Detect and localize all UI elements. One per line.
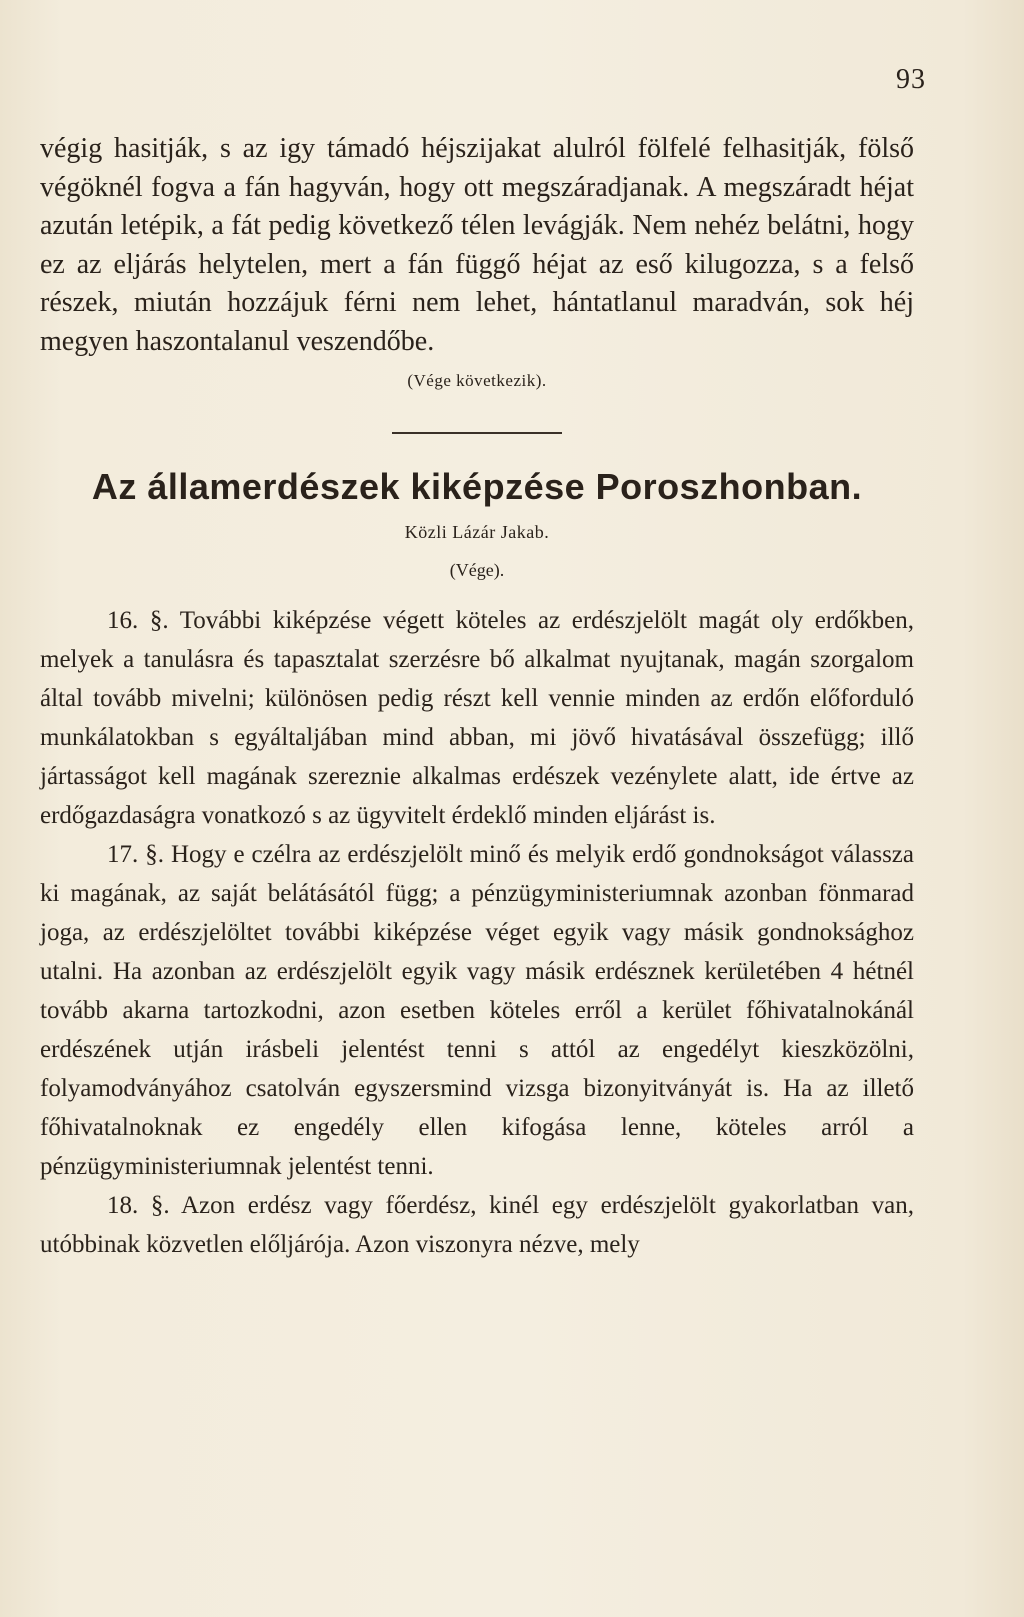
section-paragraph-17: 17. §. Hogy e czélra az erdészjelölt minő és melyik erdő gondnokságot válassza ki magának, az saját belátásától függ; a pénzügyministeriumnak azonban fönmarad joga, az erdészjelöltet további kiképzése véget egyik vagy másik gondnoksághoz utalni. Ha azonban az erdészjelölt egyik vagy másik erdésznek kerületében 4 hétnél tovább akarna tartozkodni, azon esetben köteles erről a kerület főhivatalnokánál erdészének utján irásbeli jelentést tenni s attól az engedélyt kieszközölni, folyamodványához csatolván egyszersmind vizsga bizonyitványát is. Ha az illető főhivatalnoknak ez engedély ellen kifogása lenne, köteles arról a pénzügyministeriumnak jelentést tenni. <box>40 841 914 1180</box>
continuation-note: (Vége következik). <box>407 371 547 390</box>
part-note: (Vége). <box>449 560 505 580</box>
article-title: Az államerdészek kiképzése Poroszhonban. <box>91 466 863 507</box>
intro-paragraph: végig hasitják, s az igy támadó héjszijakat alulról fölfelé felhasitják, fölső végöknél fogva a fán hagyván, hogy ott megszáradjanak. A megszáradt héjat azután letépik, a fát pedig következő télen levágják. Nem nehéz belátni, hogy ez az eljárás helytelen, mert a fán függő héjat az eső kilugozza, s a felső részek, miután hozzájuk férni nem lehet, hántatlanul maradván, sok héj megyen haszontalanul veszendőbe. <box>40 133 914 357</box>
page-content <box>40 130 914 1264</box>
section-paragraph-18: 18. §. Azon erdész vagy főerdész, kinél egy erdészjelölt gyakorlatban van, utóbbinak közvetlen előljárója. Azon viszonyra nézve, mely <box>40 1192 914 1258</box>
section-divider <box>392 432 562 434</box>
page-number: 93 <box>896 64 926 95</box>
article-byline: Közli Lázár Jakab. <box>404 522 550 542</box>
section-paragraph-16: 16. §. További kiképzése végett köteles az erdészjelölt magát oly erdőkben, melyek a tanulásra és tapasztalat szerzésre bő alkalmat nyujtanak, magán szorgalom által tovább mivelni; különösen pedig részt kell vennie minden az erdőn előforduló munkálatokban s egyáltaljában mind abban, mi jövő hivatásával összefügg; illő jártasságot kell magának szereznie alkalmas erdészek vezénylete alatt, ide értve az erdőgazdaságra vonatkozó s az ügyvitelt érdeklő minden eljárást is. <box>40 607 914 829</box>
article-body <box>40 601 914 1264</box>
